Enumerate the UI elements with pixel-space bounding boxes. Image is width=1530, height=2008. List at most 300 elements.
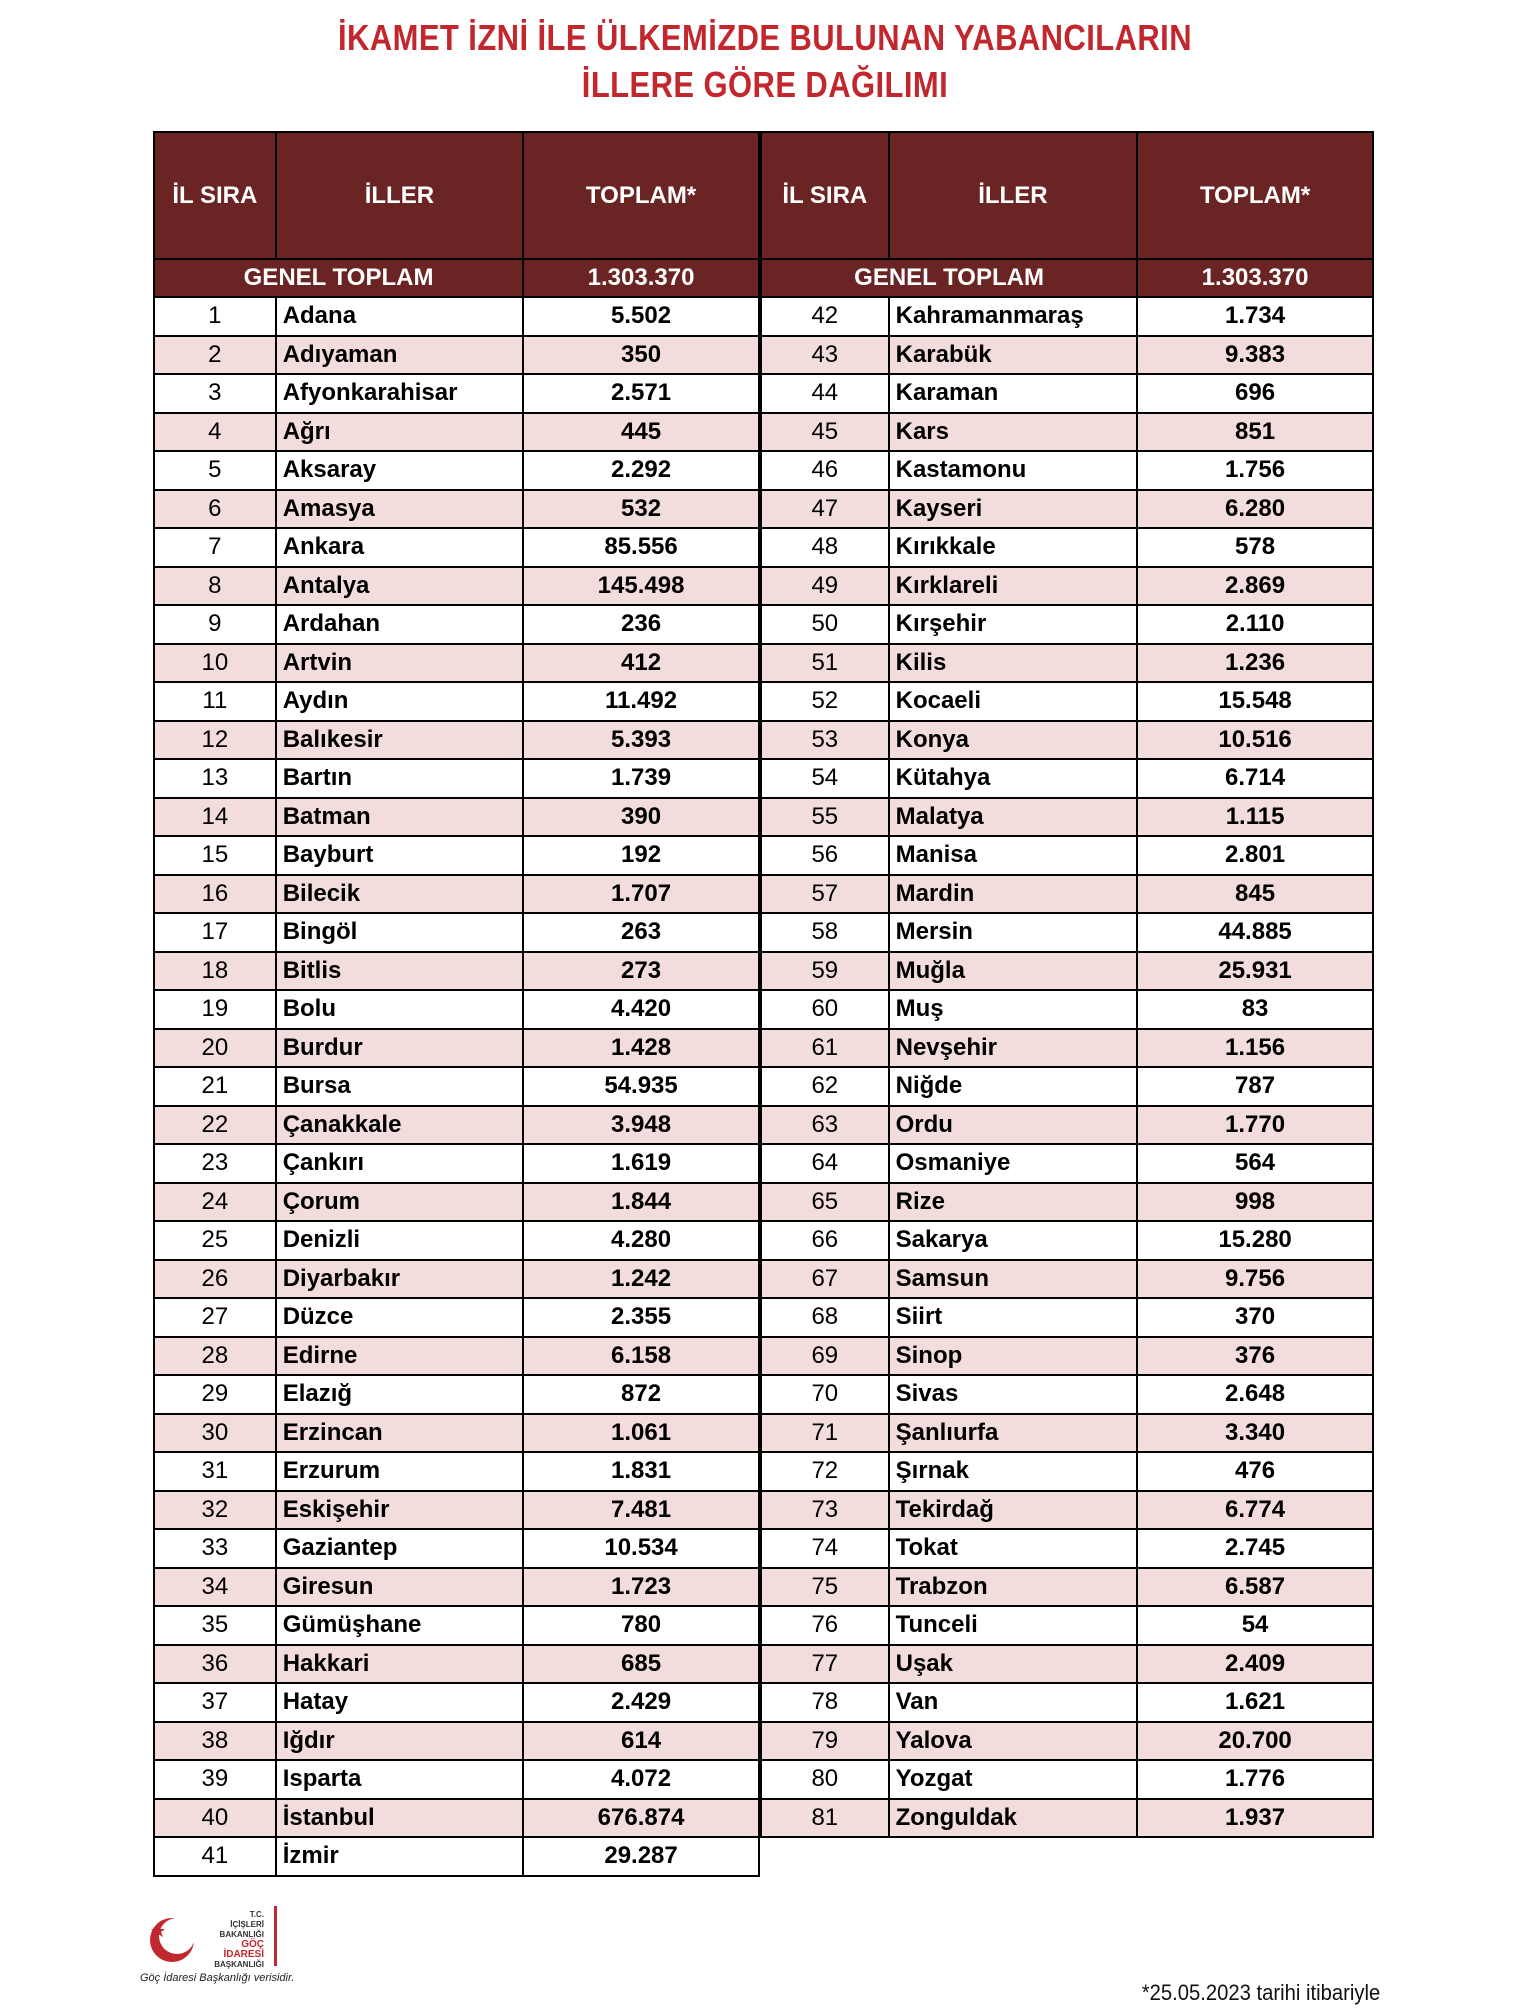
cell-sira: 51 xyxy=(761,644,889,683)
cell-toplam: 476 xyxy=(1137,1452,1373,1491)
cell-toplam: 11.492 xyxy=(523,682,759,721)
cell-il: Burdur xyxy=(276,1029,523,1068)
table-row xyxy=(154,336,759,375)
genel-toplam-value: 1.303.370 xyxy=(523,259,759,297)
logo-line-3: GÖÇ İDARESİ xyxy=(223,1939,264,1960)
cell-il: Gaziantep xyxy=(276,1529,523,1568)
cell-il: Hakkari xyxy=(276,1645,523,1684)
cell-sira: 20 xyxy=(154,1029,276,1068)
cell-toplam: 15.548 xyxy=(1137,682,1373,721)
cell-toplam: 1.619 xyxy=(523,1144,759,1183)
cell-il: Bartın xyxy=(276,759,523,798)
cell-sira: 43 xyxy=(761,336,889,375)
cell-il: Afyonkarahisar xyxy=(276,374,523,413)
date-footnote: *25.05.2023 tarihi itibariyle xyxy=(1141,1980,1380,2005)
cell-sira: 38 xyxy=(154,1722,276,1761)
cell-il: Kırklareli xyxy=(889,567,1138,606)
cell-toplam: 273 xyxy=(523,952,759,991)
cell-toplam: 4.420 xyxy=(523,990,759,1029)
cell-toplam: 1.707 xyxy=(523,875,759,914)
cell-toplam: 370 xyxy=(1137,1298,1373,1337)
header-sira: İL SIRA xyxy=(154,132,276,259)
cell-sira: 54 xyxy=(761,759,889,798)
table-row xyxy=(154,1260,759,1299)
table-row xyxy=(154,567,759,606)
cell-il: Isparta xyxy=(276,1760,523,1799)
table-row xyxy=(761,1722,1373,1761)
cell-il: Tunceli xyxy=(889,1606,1138,1645)
cell-toplam: 1.831 xyxy=(523,1452,759,1491)
cell-il: Aksaray xyxy=(276,451,523,490)
table-row xyxy=(154,1375,759,1414)
cell-sira: 36 xyxy=(154,1645,276,1684)
cell-il: Rize xyxy=(889,1183,1138,1222)
cell-sira: 18 xyxy=(154,952,276,991)
table-row xyxy=(154,913,759,952)
cell-il: Giresun xyxy=(276,1568,523,1607)
cell-sira: 49 xyxy=(761,567,889,606)
cell-il: Muş xyxy=(889,990,1138,1029)
table-row xyxy=(761,836,1373,875)
cell-toplam: 3.948 xyxy=(523,1106,759,1145)
cell-il: Erzincan xyxy=(276,1414,523,1453)
cell-il: Yozgat xyxy=(889,1760,1138,1799)
title-line-1: İKAMET İZNİ İLE ÜLKEMİZDE BULUNAN YABANCILARIN xyxy=(338,17,1192,58)
table-row xyxy=(761,1452,1373,1491)
cell-toplam: 350 xyxy=(523,336,759,375)
cell-il: Bilecik xyxy=(276,875,523,914)
cell-toplam: 9.383 xyxy=(1137,336,1373,375)
cell-il: Tokat xyxy=(889,1529,1138,1568)
cell-toplam: 15.280 xyxy=(1137,1221,1373,1260)
crescent-star-icon xyxy=(144,1910,200,1966)
cell-sira: 56 xyxy=(761,836,889,875)
cell-il: Kocaeli xyxy=(889,682,1138,721)
cell-sira: 73 xyxy=(761,1491,889,1530)
cell-il: Batman xyxy=(276,798,523,837)
cell-sira: 71 xyxy=(761,1414,889,1453)
cell-il: Tekirdağ xyxy=(889,1491,1138,1530)
cell-il: Sinop xyxy=(889,1337,1138,1376)
table-row xyxy=(154,1683,759,1722)
header-toplam: TOPLAM* xyxy=(523,132,759,259)
cell-toplam: 780 xyxy=(523,1606,759,1645)
cell-toplam: 1.844 xyxy=(523,1183,759,1222)
table-row xyxy=(761,567,1373,606)
header-iller: İLLER xyxy=(276,132,523,259)
table-row xyxy=(154,297,759,336)
cell-toplam: 2.745 xyxy=(1137,1529,1373,1568)
cell-il: Eskişehir xyxy=(276,1491,523,1530)
table-row xyxy=(154,1837,759,1876)
genel-toplam-row xyxy=(761,259,1373,297)
cell-il: Zonguldak xyxy=(889,1799,1138,1838)
cell-il: Yalova xyxy=(889,1722,1138,1761)
cell-il: Mersin xyxy=(889,913,1138,952)
table-row xyxy=(761,759,1373,798)
cell-sira: 58 xyxy=(761,913,889,952)
cell-sira: 41 xyxy=(154,1837,276,1876)
cell-sira: 72 xyxy=(761,1452,889,1491)
table-row xyxy=(761,682,1373,721)
cell-il: Elazığ xyxy=(276,1375,523,1414)
cell-toplam: 2.409 xyxy=(1137,1645,1373,1684)
cell-il: Sakarya xyxy=(889,1221,1138,1260)
logo-caption: Göç İdaresi Başkanlığı verisidir. xyxy=(140,1972,295,1984)
header-toplam: TOPLAM* xyxy=(1137,132,1373,259)
cell-sira: 16 xyxy=(154,875,276,914)
cell-il: Kars xyxy=(889,413,1138,452)
header-iller: İLLER xyxy=(889,132,1138,259)
table-row xyxy=(761,1260,1373,1299)
cell-il: Gümüşhane xyxy=(276,1606,523,1645)
header-row xyxy=(154,132,759,259)
cell-toplam: 54 xyxy=(1137,1606,1373,1645)
cell-sira: 22 xyxy=(154,1106,276,1145)
table-row xyxy=(154,1491,759,1530)
cell-il: Artvin xyxy=(276,644,523,683)
cell-il: Samsun xyxy=(889,1260,1138,1299)
table-row xyxy=(761,336,1373,375)
cell-il: Aydın xyxy=(276,682,523,721)
cell-sira: 65 xyxy=(761,1183,889,1222)
table-row xyxy=(154,798,759,837)
cell-toplam: 2.869 xyxy=(1137,567,1373,606)
title-line-2: İLLERE GÖRE DAĞILIMI xyxy=(581,64,949,105)
cell-il: Şanlıurfa xyxy=(889,1414,1138,1453)
cell-toplam: 10.534 xyxy=(523,1529,759,1568)
cell-sira: 37 xyxy=(154,1683,276,1722)
cell-sira: 1 xyxy=(154,297,276,336)
cell-il: Ankara xyxy=(276,528,523,567)
cell-sira: 39 xyxy=(154,1760,276,1799)
cell-il: Manisa xyxy=(889,836,1138,875)
cell-il: Diyarbakır xyxy=(276,1260,523,1299)
cell-sira: 15 xyxy=(154,836,276,875)
cell-il: Muğla xyxy=(889,952,1138,991)
cell-toplam: 4.280 xyxy=(523,1221,759,1260)
table-row xyxy=(761,1298,1373,1337)
cell-toplam: 5.502 xyxy=(523,297,759,336)
cell-il: Siirt xyxy=(889,1298,1138,1337)
cell-sira: 4 xyxy=(154,413,276,452)
cell-il: Şırnak xyxy=(889,1452,1138,1491)
cell-sira: 7 xyxy=(154,528,276,567)
cell-toplam: 20.700 xyxy=(1137,1722,1373,1761)
cell-sira: 6 xyxy=(154,490,276,529)
cell-sira: 81 xyxy=(761,1799,889,1838)
table-row xyxy=(154,1144,759,1183)
cell-il: Ağrı xyxy=(276,413,523,452)
cell-toplam: 3.340 xyxy=(1137,1414,1373,1453)
cell-il: Adana xyxy=(276,297,523,336)
header-row xyxy=(761,132,1373,259)
cell-sira: 44 xyxy=(761,374,889,413)
cell-il: Osmaniye xyxy=(889,1144,1138,1183)
cell-sira: 75 xyxy=(761,1568,889,1607)
cell-toplam: 564 xyxy=(1137,1144,1373,1183)
cell-il: Uşak xyxy=(889,1645,1138,1684)
cell-sira: 21 xyxy=(154,1067,276,1106)
cell-sira: 48 xyxy=(761,528,889,567)
cell-sira: 45 xyxy=(761,413,889,452)
table-row xyxy=(154,1414,759,1453)
cell-sira: 35 xyxy=(154,1606,276,1645)
table-row xyxy=(154,875,759,914)
cell-il: Kahramanmaraş xyxy=(889,297,1138,336)
cell-toplam: 7.481 xyxy=(523,1491,759,1530)
table-row xyxy=(154,1529,759,1568)
table-row xyxy=(154,605,759,644)
cell-toplam: 2.571 xyxy=(523,374,759,413)
cell-toplam: 1.621 xyxy=(1137,1683,1373,1722)
cell-toplam: 9.756 xyxy=(1137,1260,1373,1299)
table-row xyxy=(154,1298,759,1337)
cell-toplam: 412 xyxy=(523,644,759,683)
cell-il: Bursa xyxy=(276,1067,523,1106)
genel-toplam-value: 1.303.370 xyxy=(1137,259,1373,297)
table-row xyxy=(761,605,1373,644)
left-table-body xyxy=(154,297,759,1876)
cell-il: Denizli xyxy=(276,1221,523,1260)
table-row xyxy=(154,721,759,760)
cell-toplam: 6.714 xyxy=(1137,759,1373,798)
cell-il: Mardin xyxy=(889,875,1138,914)
table-row xyxy=(154,682,759,721)
cell-sira: 26 xyxy=(154,1260,276,1299)
cell-sira: 31 xyxy=(154,1452,276,1491)
logo-divider xyxy=(274,1906,277,1966)
table-row xyxy=(761,1183,1373,1222)
cell-sira: 57 xyxy=(761,875,889,914)
cell-il: Iğdır xyxy=(276,1722,523,1761)
cell-toplam: 2.429 xyxy=(523,1683,759,1722)
cell-sira: 74 xyxy=(761,1529,889,1568)
cell-sira: 8 xyxy=(154,567,276,606)
table-row xyxy=(761,1760,1373,1799)
cell-il: Kırşehir xyxy=(889,605,1138,644)
cell-toplam: 696 xyxy=(1137,374,1373,413)
table-row xyxy=(761,1375,1373,1414)
cell-il: Bitlis xyxy=(276,952,523,991)
cell-sira: 13 xyxy=(154,759,276,798)
cell-sira: 62 xyxy=(761,1067,889,1106)
cell-il: Düzce xyxy=(276,1298,523,1337)
cell-il: Bingöl xyxy=(276,913,523,952)
cell-il: Kütahya xyxy=(889,759,1138,798)
cell-toplam: 1.428 xyxy=(523,1029,759,1068)
table-row xyxy=(761,1568,1373,1607)
cell-toplam: 578 xyxy=(1137,528,1373,567)
table-row xyxy=(154,1568,759,1607)
table-row xyxy=(761,721,1373,760)
cell-il: Konya xyxy=(889,721,1138,760)
cell-toplam: 192 xyxy=(523,836,759,875)
table-row xyxy=(761,1029,1373,1068)
table-row xyxy=(154,1106,759,1145)
table-row xyxy=(761,1414,1373,1453)
cell-toplam: 2.801 xyxy=(1137,836,1373,875)
table-row xyxy=(761,1337,1373,1376)
cell-il: Çorum xyxy=(276,1183,523,1222)
genel-toplam-row xyxy=(154,259,759,297)
table-row xyxy=(761,1683,1373,1722)
table-row xyxy=(761,413,1373,452)
cell-sira: 77 xyxy=(761,1645,889,1684)
cell-toplam: 1.242 xyxy=(523,1260,759,1299)
cell-il: Balıkesir xyxy=(276,721,523,760)
cell-toplam: 1.061 xyxy=(523,1414,759,1453)
cell-sira: 59 xyxy=(761,952,889,991)
table-row xyxy=(154,528,759,567)
cell-sira: 11 xyxy=(154,682,276,721)
cell-toplam: 44.885 xyxy=(1137,913,1373,952)
table-row xyxy=(761,952,1373,991)
cell-sira: 24 xyxy=(154,1183,276,1222)
cell-il: İzmir xyxy=(276,1837,523,1876)
cell-il: Hatay xyxy=(276,1683,523,1722)
table-row xyxy=(761,490,1373,529)
table-row xyxy=(761,1144,1373,1183)
table-row xyxy=(154,759,759,798)
table-row xyxy=(761,451,1373,490)
table-row xyxy=(761,297,1373,336)
cell-sira: 14 xyxy=(154,798,276,837)
table-row xyxy=(761,528,1373,567)
cell-il: Van xyxy=(889,1683,1138,1722)
table-row xyxy=(154,1183,759,1222)
cell-il: Antalya xyxy=(276,567,523,606)
cell-il: Ardahan xyxy=(276,605,523,644)
cell-il: Erzurum xyxy=(276,1452,523,1491)
cell-il: Karaman xyxy=(889,374,1138,413)
cell-sira: 9 xyxy=(154,605,276,644)
goc-idaresi-logo xyxy=(140,1906,295,1996)
cell-toplam: 6.587 xyxy=(1137,1568,1373,1607)
cell-sira: 52 xyxy=(761,682,889,721)
cell-sira: 68 xyxy=(761,1298,889,1337)
cell-il: Adıyaman xyxy=(276,336,523,375)
cell-toplam: 1.236 xyxy=(1137,644,1373,683)
cell-sira: 61 xyxy=(761,1029,889,1068)
cell-il: Bayburt xyxy=(276,836,523,875)
cell-toplam: 10.516 xyxy=(1137,721,1373,760)
right-table-body xyxy=(761,297,1373,1837)
cell-toplam: 685 xyxy=(523,1645,759,1684)
header-sira: İL SIRA xyxy=(761,132,889,259)
cell-toplam: 236 xyxy=(523,605,759,644)
cell-sira: 70 xyxy=(761,1375,889,1414)
cell-sira: 64 xyxy=(761,1144,889,1183)
cell-sira: 5 xyxy=(154,451,276,490)
table-row xyxy=(154,1760,759,1799)
cell-toplam: 25.931 xyxy=(1137,952,1373,991)
table-row xyxy=(761,1221,1373,1260)
cell-il: Çanakkale xyxy=(276,1106,523,1145)
cell-sira: 17 xyxy=(154,913,276,952)
cell-toplam: 1.734 xyxy=(1137,297,1373,336)
table-row xyxy=(154,1067,759,1106)
cell-sira: 3 xyxy=(154,374,276,413)
cell-il: Sivas xyxy=(889,1375,1138,1414)
table-row xyxy=(761,1529,1373,1568)
cell-sira: 47 xyxy=(761,490,889,529)
cell-toplam: 787 xyxy=(1137,1067,1373,1106)
cell-sira: 42 xyxy=(761,297,889,336)
cell-sira: 63 xyxy=(761,1106,889,1145)
cell-toplam: 85.556 xyxy=(523,528,759,567)
table-row xyxy=(761,1491,1373,1530)
cell-toplam: 6.774 xyxy=(1137,1491,1373,1530)
cell-il: İstanbul xyxy=(276,1799,523,1838)
cell-toplam: 2.110 xyxy=(1137,605,1373,644)
cell-sira: 50 xyxy=(761,605,889,644)
cell-sira: 33 xyxy=(154,1529,276,1568)
table-row xyxy=(761,1606,1373,1645)
cell-toplam: 1.115 xyxy=(1137,798,1373,837)
cell-sira: 32 xyxy=(154,1491,276,1530)
cell-sira: 25 xyxy=(154,1221,276,1260)
cell-toplam: 1.776 xyxy=(1137,1760,1373,1799)
logo-text xyxy=(202,1910,264,1970)
cell-toplam: 1.723 xyxy=(523,1568,759,1607)
logo-line-1: T.C. xyxy=(249,1910,264,1919)
table-row xyxy=(154,644,759,683)
table-row xyxy=(761,374,1373,413)
cell-sira: 55 xyxy=(761,798,889,837)
cell-il: Kastamonu xyxy=(889,451,1138,490)
cell-il: Malatya xyxy=(889,798,1138,837)
table-row xyxy=(761,798,1373,837)
cell-sira: 66 xyxy=(761,1221,889,1260)
cell-sira: 29 xyxy=(154,1375,276,1414)
table-row xyxy=(761,875,1373,914)
cell-il: Edirne xyxy=(276,1337,523,1376)
cell-toplam: 532 xyxy=(523,490,759,529)
table-row xyxy=(761,990,1373,1029)
cell-sira: 19 xyxy=(154,990,276,1029)
table-row xyxy=(154,1645,759,1684)
table-row xyxy=(154,1722,759,1761)
cell-sira: 46 xyxy=(761,451,889,490)
cell-toplam: 54.935 xyxy=(523,1067,759,1106)
cell-toplam: 4.072 xyxy=(523,1760,759,1799)
cell-il: Kırıkkale xyxy=(889,528,1138,567)
genel-toplam-label: GENEL TOPLAM xyxy=(761,259,1137,297)
cell-sira: 67 xyxy=(761,1260,889,1299)
cell-toplam: 83 xyxy=(1137,990,1373,1029)
cell-sira: 78 xyxy=(761,1683,889,1722)
genel-toplam-label: GENEL TOPLAM xyxy=(154,259,523,297)
cell-toplam: 445 xyxy=(523,413,759,452)
cell-toplam: 390 xyxy=(523,798,759,837)
cell-toplam: 376 xyxy=(1137,1337,1373,1376)
cell-sira: 10 xyxy=(154,644,276,683)
cell-toplam: 1.739 xyxy=(523,759,759,798)
cell-sira: 79 xyxy=(761,1722,889,1761)
cell-sira: 12 xyxy=(154,721,276,760)
table-row xyxy=(154,952,759,991)
cell-toplam: 145.498 xyxy=(523,567,759,606)
table-row xyxy=(761,644,1373,683)
cell-il: Niğde xyxy=(889,1067,1138,1106)
table-row xyxy=(154,1452,759,1491)
cell-toplam: 1.156 xyxy=(1137,1029,1373,1068)
table-row xyxy=(154,1799,759,1838)
cell-il: Ordu xyxy=(889,1106,1138,1145)
table-row xyxy=(761,1106,1373,1145)
cell-toplam: 998 xyxy=(1137,1183,1373,1222)
